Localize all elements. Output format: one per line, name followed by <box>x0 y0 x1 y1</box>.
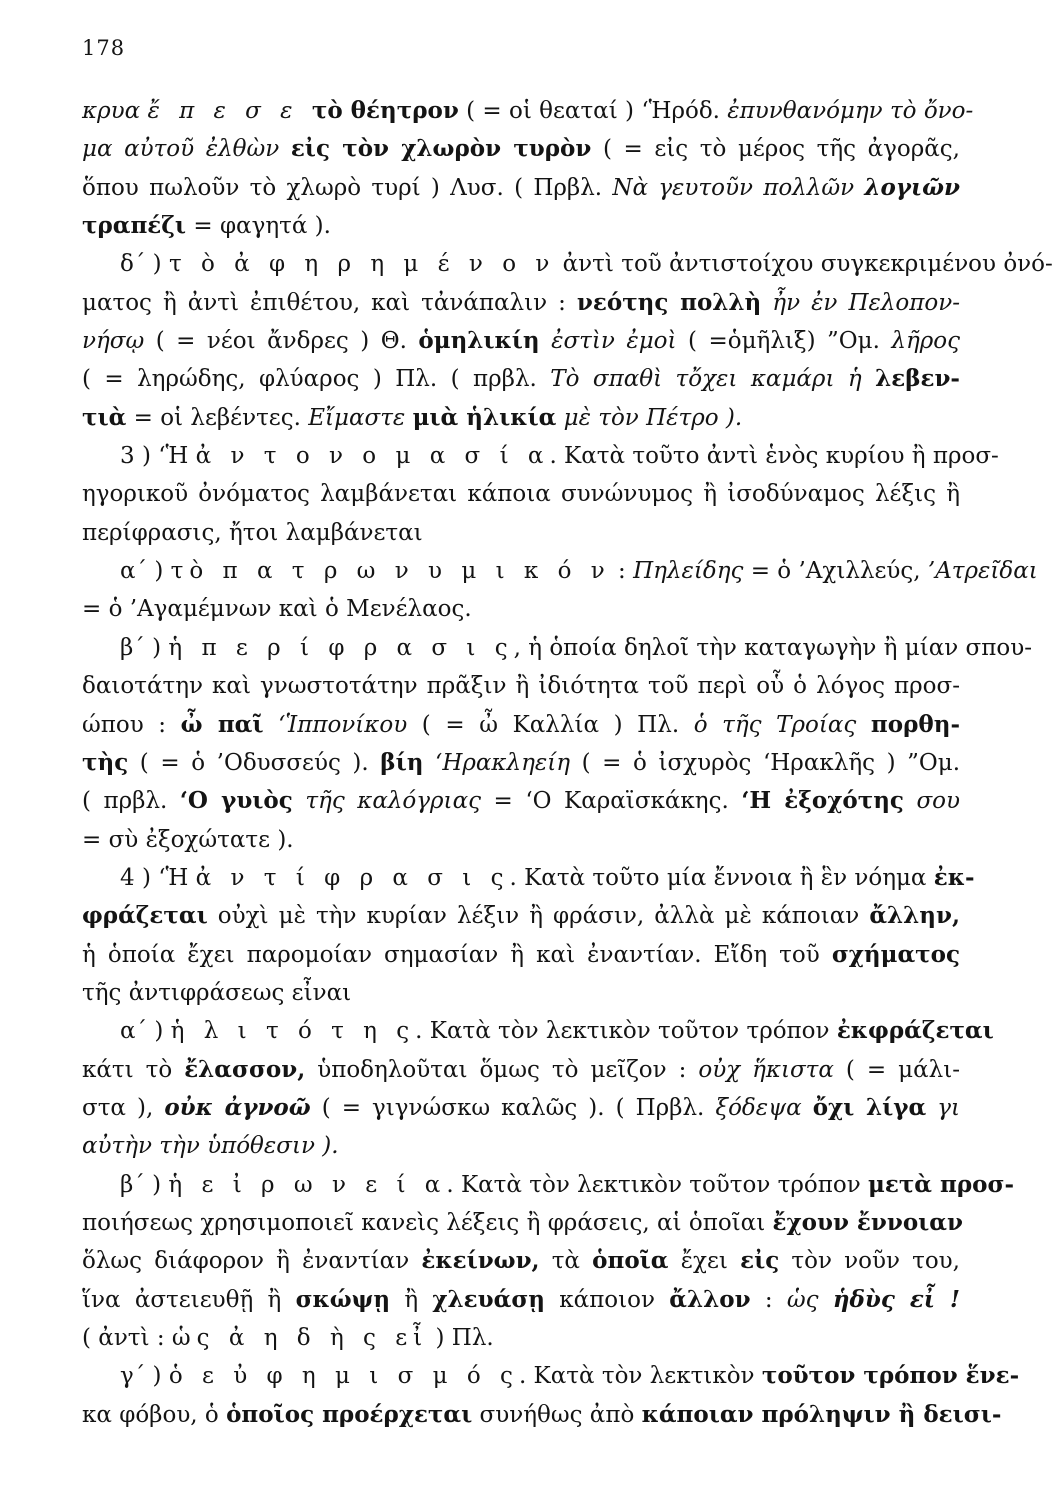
text-line <box>82 1319 960 1357</box>
text-run: β΄ ) <box>120 634 169 661</box>
text-line <box>82 92 974 130</box>
text-run: = φαγητά ). <box>186 213 331 240</box>
text-run: λογιῶν <box>864 173 960 201</box>
text-run: τραπέζι <box>82 212 187 240</box>
text-run: ἄλλην, <box>869 902 960 930</box>
text-run: α΄ ) <box>120 1018 171 1045</box>
text-line <box>82 744 960 782</box>
text-run: ( = νέοι ἄνδρες ) Θ. <box>144 328 419 355</box>
text-run: τὴς <box>82 748 129 776</box>
text-run: τὸν νοῦν του, <box>779 1248 960 1275</box>
text-run: : <box>750 1286 787 1313</box>
text-run: εἰς τὸν χλωρὸν τυρὸν <box>290 135 592 163</box>
text-run: . Κατὰ τοῦτο ἀντὶ ἑνὸς κυρίου ἢ προσ- <box>549 443 999 470</box>
text-line <box>82 1051 960 1089</box>
text-run: ὅπου πωλοῦν τὸ χλωρὸ τυρί ) Λυσ. ( Πρβλ. <box>82 174 613 201</box>
text-run: ‘Η ἐξοχότης <box>741 787 904 815</box>
text-run: 3 ) ‘Ἡ <box>120 443 196 470</box>
text-run: μὲ τὸν Πέτρο ). <box>556 404 743 431</box>
text-run: ) Πλ. <box>428 1325 494 1351</box>
text-run: ( = ὦ Καλλία ) Πλ. <box>407 711 694 738</box>
text-run: ξόδεψα <box>715 1094 813 1121</box>
text-run: ( ἀντὶ : <box>82 1325 172 1351</box>
text-run: κρυα <box>82 98 148 124</box>
text-run: ἡ λ ι τ ό τ η ς <box>170 1018 416 1045</box>
text-line <box>82 360 960 398</box>
text-run: = οἱ λεβέντες. <box>126 404 309 431</box>
text-run: ματος ἢ ἀντὶ ἐπιθέτου, καὶ τἀνάπαλιν : <box>82 289 577 316</box>
text-run: ηγορικοῦ ὀνόματος λαμβάνεται κάποια συνώνυμος ἢ ἰσοδύναμος λέξις ἢ <box>82 481 960 508</box>
text-run: ἐπυνθανόμην τὸ ὄνο- <box>727 98 974 124</box>
text-run: οὐχ ἥκιστα <box>698 1056 834 1083</box>
text-line <box>82 169 960 207</box>
text-run: ὁ τῆς Τροίας <box>693 711 871 738</box>
text-run: ἀ ν τ ο ν ο μ α σ ί α <box>195 443 550 470</box>
text-run: γ΄ ) <box>120 1363 169 1390</box>
text-run: ἀ ν τ ί φ ρ α σ ι ς <box>195 864 510 891</box>
text-run: . Κατὰ τὸν λεκτικὸν <box>518 1363 762 1390</box>
page-body-text <box>82 92 1053 1434</box>
text-run: πορθη- <box>870 710 960 738</box>
text-line <box>82 667 960 705</box>
text-run: μα αὐτοῦ ἐλθὼν <box>82 136 291 163</box>
text-run: ( = ληρώδης, φλύαρος ) Πλ. ( πρβλ. <box>82 366 551 393</box>
text-run: ἦν ἐν Πελοπον- <box>761 289 960 316</box>
text-line <box>82 1012 994 1050</box>
text-run: ὁποῖα <box>592 1247 669 1275</box>
text-line <box>82 437 999 475</box>
text-run: Εἴμαστε <box>308 404 413 431</box>
text-run: ἐκείνων, <box>421 1247 540 1275</box>
text-run: σχήματος <box>831 940 960 968</box>
text-run: περίφρασις, ἤτοι λαμβάνεται <box>82 519 423 546</box>
text-run: εἰς <box>740 1247 780 1275</box>
text-run: ‘Ἱππονίκου <box>263 711 408 738</box>
text-run: ἡ ὁποία ἔχει παρομοίαν σημασίαν ἢ καὶ ἐναντίαν. Εἴδη τοῦ <box>82 941 832 968</box>
text-run: ( = ὁ ἰσχυρὸς ‘Ηρακλῆς ) ”Ομ. <box>570 749 960 776</box>
text-run: ἔ π ε σ ε <box>147 98 312 124</box>
text-run: . Κατὰ τὸν λεκτικὸν τοῦτον τρόπον <box>415 1018 837 1045</box>
text-run: ὅλως διάφορον ἢ ἐναντίαν <box>82 1248 422 1275</box>
text-line <box>82 897 960 935</box>
text-run: ( = ὁ ’Οδυσσεύς ). <box>128 749 381 776</box>
text-run: τ ὸ ἀ φ η ρ η μ έ ν ο ν <box>168 251 556 278</box>
text-line <box>82 130 960 168</box>
text-line <box>82 1357 1020 1395</box>
text-run: , ἡ ὁποία δηλοῖ τὴν καταγωγὴν ἢ μίαν σπου- <box>513 634 1032 661</box>
text-run: χλευάσῃ <box>432 1285 545 1313</box>
text-run: ἡ ε ἰ ρ ω ν ε ί α <box>168 1171 447 1198</box>
text-line <box>82 936 960 974</box>
text-run: τὰ <box>539 1248 593 1275</box>
text-run: τῆς ἀντιφράσεως εἶναι <box>82 979 352 1006</box>
text-line <box>82 1204 963 1242</box>
text-run: ὡς ἀ η δ ὴ ς εἶ <box>171 1325 429 1351</box>
text-line <box>82 859 975 897</box>
text-line <box>82 1166 1014 1204</box>
text-run: κα φόβου, ὁ <box>82 1401 227 1428</box>
text-run: ὦ παῖ <box>180 710 264 738</box>
text-run: ἐκφράζεται <box>836 1017 994 1045</box>
text-run: = ὁ ’Αχιλλεύς, <box>743 558 928 585</box>
text-run: ἡδὺς εἶ ! <box>832 1285 961 1313</box>
text-line <box>82 1281 960 1319</box>
text-run: ἔλασσον, <box>184 1055 306 1083</box>
text-run: ὁμηλικίη <box>418 327 540 355</box>
text-run: νήσῳ <box>82 328 145 355</box>
text-line <box>82 1242 960 1280</box>
text-run: Τὸ σπαθὶ τὄχει καμάρι ἡ <box>550 366 876 393</box>
text-line <box>82 284 960 322</box>
text-run: . Κατὰ τὸν λεκτικὸν τοῦτον τρόπον <box>446 1171 869 1198</box>
text-line <box>82 706 960 744</box>
text-run: ‘Ηρακληείη <box>423 749 571 776</box>
text-run: βίη <box>380 748 424 776</box>
text-run: τῆς καλόγριας <box>292 788 481 815</box>
text-run: ἵνα ἀστειευθῇ ἢ <box>82 1286 296 1313</box>
text-run: ( = μάλι- <box>833 1056 960 1083</box>
text-line <box>82 1089 960 1127</box>
text-line <box>82 514 960 552</box>
text-line <box>82 629 1032 667</box>
text-run: ( =ὁμῆλιξ) ”Ομ. <box>688 328 892 355</box>
text-run: κάποιαν πρόληψιν ἢ δεισι- <box>641 1400 1002 1428</box>
text-run: κάτι τὸ <box>82 1056 185 1083</box>
text-run: δαιοτάτην καὶ γνωστοτάτην πρᾶξιν ἢ ἰδιότητα τοῦ περὶ οὗ ὁ λόγος προσ- <box>82 673 960 700</box>
text-run: οὐκ ἀγνοῶ <box>164 1093 311 1121</box>
text-run: τιὰ <box>82 403 127 431</box>
text-run: αὐτὴν τὴν ὑπόθεσιν ). <box>82 1133 339 1160</box>
text-run: = ὁ ’Αγαμέμνων καὶ ὁ Μενέλαος. <box>82 596 472 623</box>
text-run: ( πρβλ. <box>82 788 180 815</box>
text-run: συνήθως ἀπὸ <box>472 1401 642 1428</box>
text-run: = ‘Ο Καραϊσκάκης. <box>480 788 742 815</box>
text-run: ( = εἰς τὸ μέρος τῆς ἀγορᾶς, <box>591 136 960 163</box>
text-run: ὡς <box>786 1286 833 1313</box>
text-run: γι <box>926 1094 960 1121</box>
text-line <box>82 552 1038 590</box>
page-number: 178 <box>82 36 126 60</box>
text-run: στα ), <box>82 1094 165 1121</box>
text-run: ( = οἱ θεαταί ) ‘Ἡρόδ. <box>458 98 728 124</box>
text-run: ποιήσεως χρησιμοποιεῖ κανεὶς λέξεις ἢ φράσεις, αἱ ὁποῖαι <box>82 1209 773 1236</box>
text-line <box>82 1127 960 1165</box>
text-run: ἢ <box>390 1286 433 1313</box>
text-line <box>82 207 960 245</box>
text-run: ( = γιγνώσκω καλῶς ). ( Πρβλ. <box>310 1094 716 1121</box>
text-run: νεότης πολλὴ <box>576 288 762 316</box>
text-run: ὁ ε ὐ φ η μ ι σ μ ό ς <box>168 1363 519 1390</box>
text-run: ἡ π ε ρ ί φ ρ α σ ι ς <box>168 634 514 661</box>
text-run: ἐστὶν ἐμοὶ <box>539 328 689 355</box>
text-line <box>82 821 960 859</box>
text-run: . Κατὰ τοῦτο μία ἔννοια ἢ ἓν νόημα <box>509 864 934 891</box>
text-run: λῆρος <box>891 328 960 355</box>
text-run: δ΄ ) <box>120 251 169 278</box>
text-run: ώπου : <box>82 711 181 738</box>
text-line <box>82 475 960 513</box>
text-run: β΄ ) <box>120 1171 169 1198</box>
text-run: ἄλλον <box>669 1285 751 1313</box>
text-run: ἔχουν ἔννοιαν <box>772 1208 963 1236</box>
text-line <box>82 974 960 1012</box>
text-run: σκώψῃ <box>295 1285 391 1313</box>
text-line <box>82 322 960 360</box>
text-run: σου <box>903 788 960 815</box>
text-run: ’Ατρεῖδαι <box>927 558 1038 585</box>
text-line <box>82 245 1053 283</box>
text-run: 4 ) ‘Ἡ <box>120 864 196 891</box>
text-run: ἔχει <box>668 1248 741 1275</box>
text-run: τὸ θέητρον <box>311 97 459 124</box>
text-line <box>82 1396 1002 1434</box>
text-run: ἀντὶ τοῦ ἀντιστοίχου συγκεκριμένου ὀνό- <box>555 251 1053 278</box>
text-run: μιὰ ἡλικία <box>412 403 557 431</box>
text-line <box>82 590 960 628</box>
text-run: Νὰ γευτοῦν πολλῶν <box>612 174 865 201</box>
text-run: μετὰ προσ- <box>868 1170 1014 1198</box>
text-run: οὐχὶ μὲ τὴν κυρίαν λέξιν ἢ φράσιν, ἀλλὰ μὲ κάποιαν <box>207 903 870 930</box>
text-run: ἐκ- <box>933 863 975 891</box>
text-run: τὸ π α τ ρ ω ν υ μ ι κ ό ν <box>170 558 611 585</box>
text-line <box>82 399 960 437</box>
text-run: Πηλείδης <box>633 558 744 585</box>
text-run: ὁποῖος προέρχεται <box>226 1400 473 1428</box>
text-run: κάποιον <box>545 1286 670 1313</box>
text-run: λεβεν- <box>875 365 960 393</box>
text-run: : <box>610 558 634 585</box>
text-run: α΄ ) <box>120 558 171 585</box>
text-line <box>82 782 960 820</box>
text-run: ‘Ο γυιὸς <box>179 787 293 815</box>
text-run: φράζεται <box>82 902 208 930</box>
text-run: τοῦτον τρόπον ἕνε- <box>761 1362 1020 1390</box>
text-run: ὑποδηλοῦται ὅμως τὸ μεῖζον : <box>305 1056 699 1083</box>
text-run: ὄχι λίγα <box>812 1093 927 1121</box>
text-run: = σὺ ἐξοχώτατε ). <box>82 826 294 853</box>
